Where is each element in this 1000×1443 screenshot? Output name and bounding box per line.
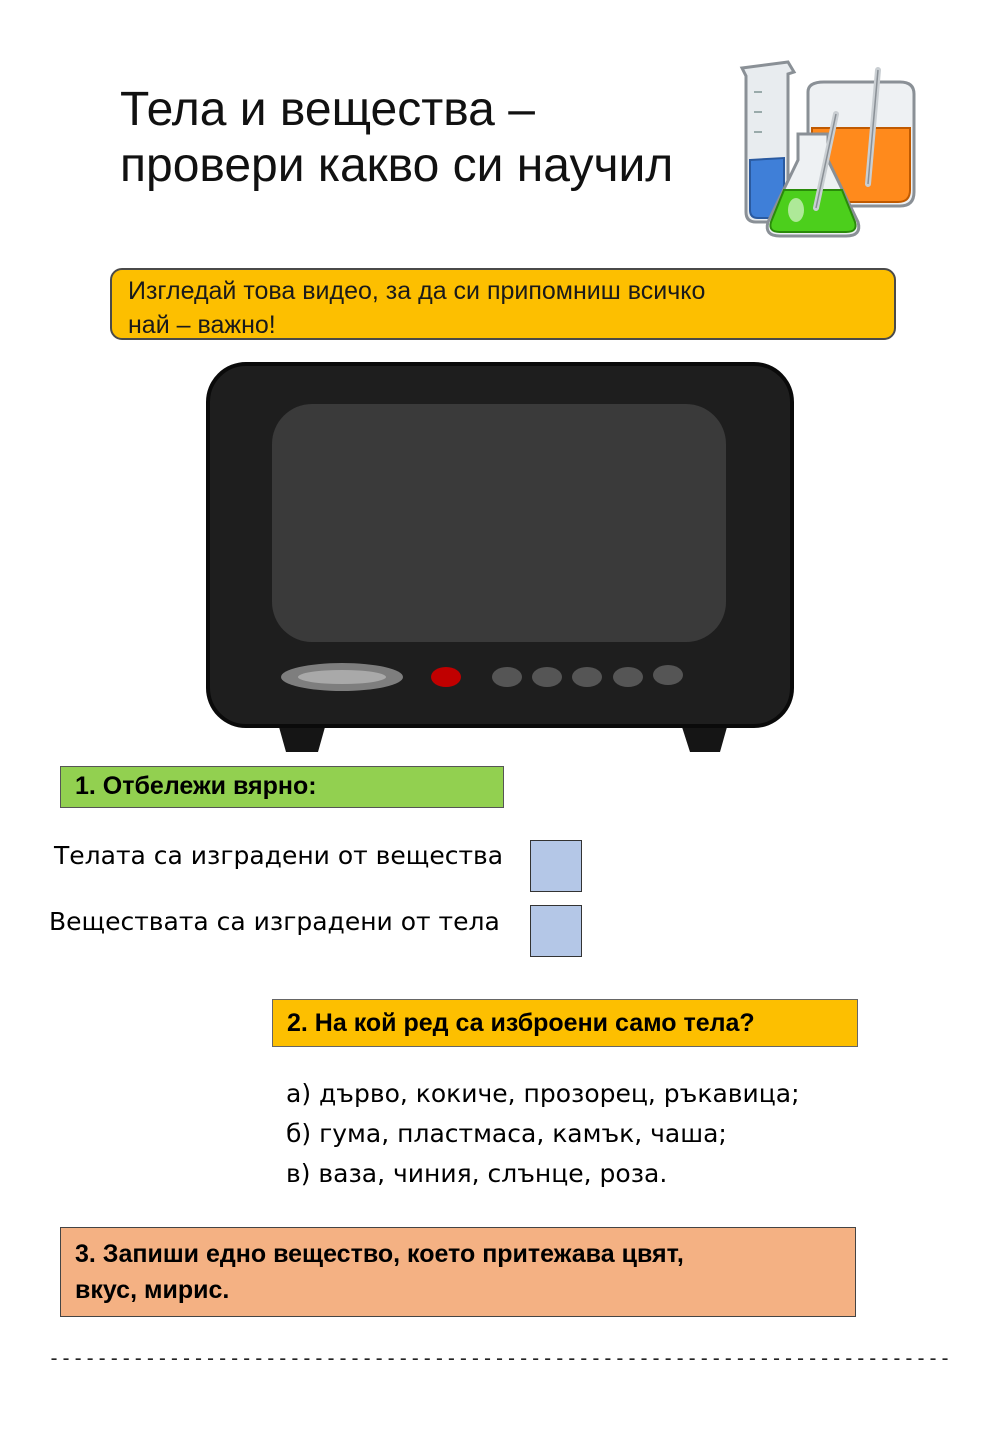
tv-button[interactable] xyxy=(572,667,602,687)
question1-heading: 1. Отбележи вярно: xyxy=(60,766,504,808)
question3-heading-line2: вкус, мирис. xyxy=(75,1276,230,1304)
tv-button[interactable] xyxy=(653,665,683,685)
video-instruction-line1: Изгледай това видео, за да си припомниш всичко xyxy=(128,277,706,305)
power-button[interactable] xyxy=(431,667,461,687)
option-a[interactable]: а) дърво, кокиче, прозорец, ръкавица; xyxy=(286,1079,800,1108)
video-screen[interactable] xyxy=(272,404,726,642)
statement-2: Веществата са изградени от тела xyxy=(49,907,500,936)
option-c[interactable]: в) ваза, чиния, слънце, роза. xyxy=(286,1159,668,1188)
tv-video-player-icon[interactable] xyxy=(206,362,794,756)
video-instruction-banner xyxy=(110,268,896,340)
tv-button[interactable] xyxy=(492,667,522,687)
statement-1-checkbox[interactable] xyxy=(530,840,582,892)
question2-options xyxy=(286,1074,800,1194)
statement-2-checkbox[interactable] xyxy=(530,905,582,957)
tv-button[interactable] xyxy=(613,667,643,687)
page-title-line1: Тела и вещества – xyxy=(120,83,535,136)
tv-button[interactable] xyxy=(532,667,562,687)
statement-1: Телата са изградени от вещества xyxy=(54,841,504,870)
video-instruction-line2: най – важно! xyxy=(128,311,276,339)
question3-heading-line1: 3. Запиши едно вещество, което притежава цвят, xyxy=(75,1240,684,1268)
chemistry-glassware-icon xyxy=(728,52,928,248)
question2-heading: 2. На кой ред са изброени само тела? xyxy=(272,999,858,1047)
page-title-line2: провери какво си научил xyxy=(120,139,674,192)
answer-input-line[interactable]: --------------------------------------------------------------------------- xyxy=(48,1346,952,1370)
question3-heading xyxy=(60,1227,856,1317)
page-title xyxy=(120,82,740,194)
option-b[interactable]: б) гума, пластмаса, камък, чаша; xyxy=(286,1119,727,1148)
